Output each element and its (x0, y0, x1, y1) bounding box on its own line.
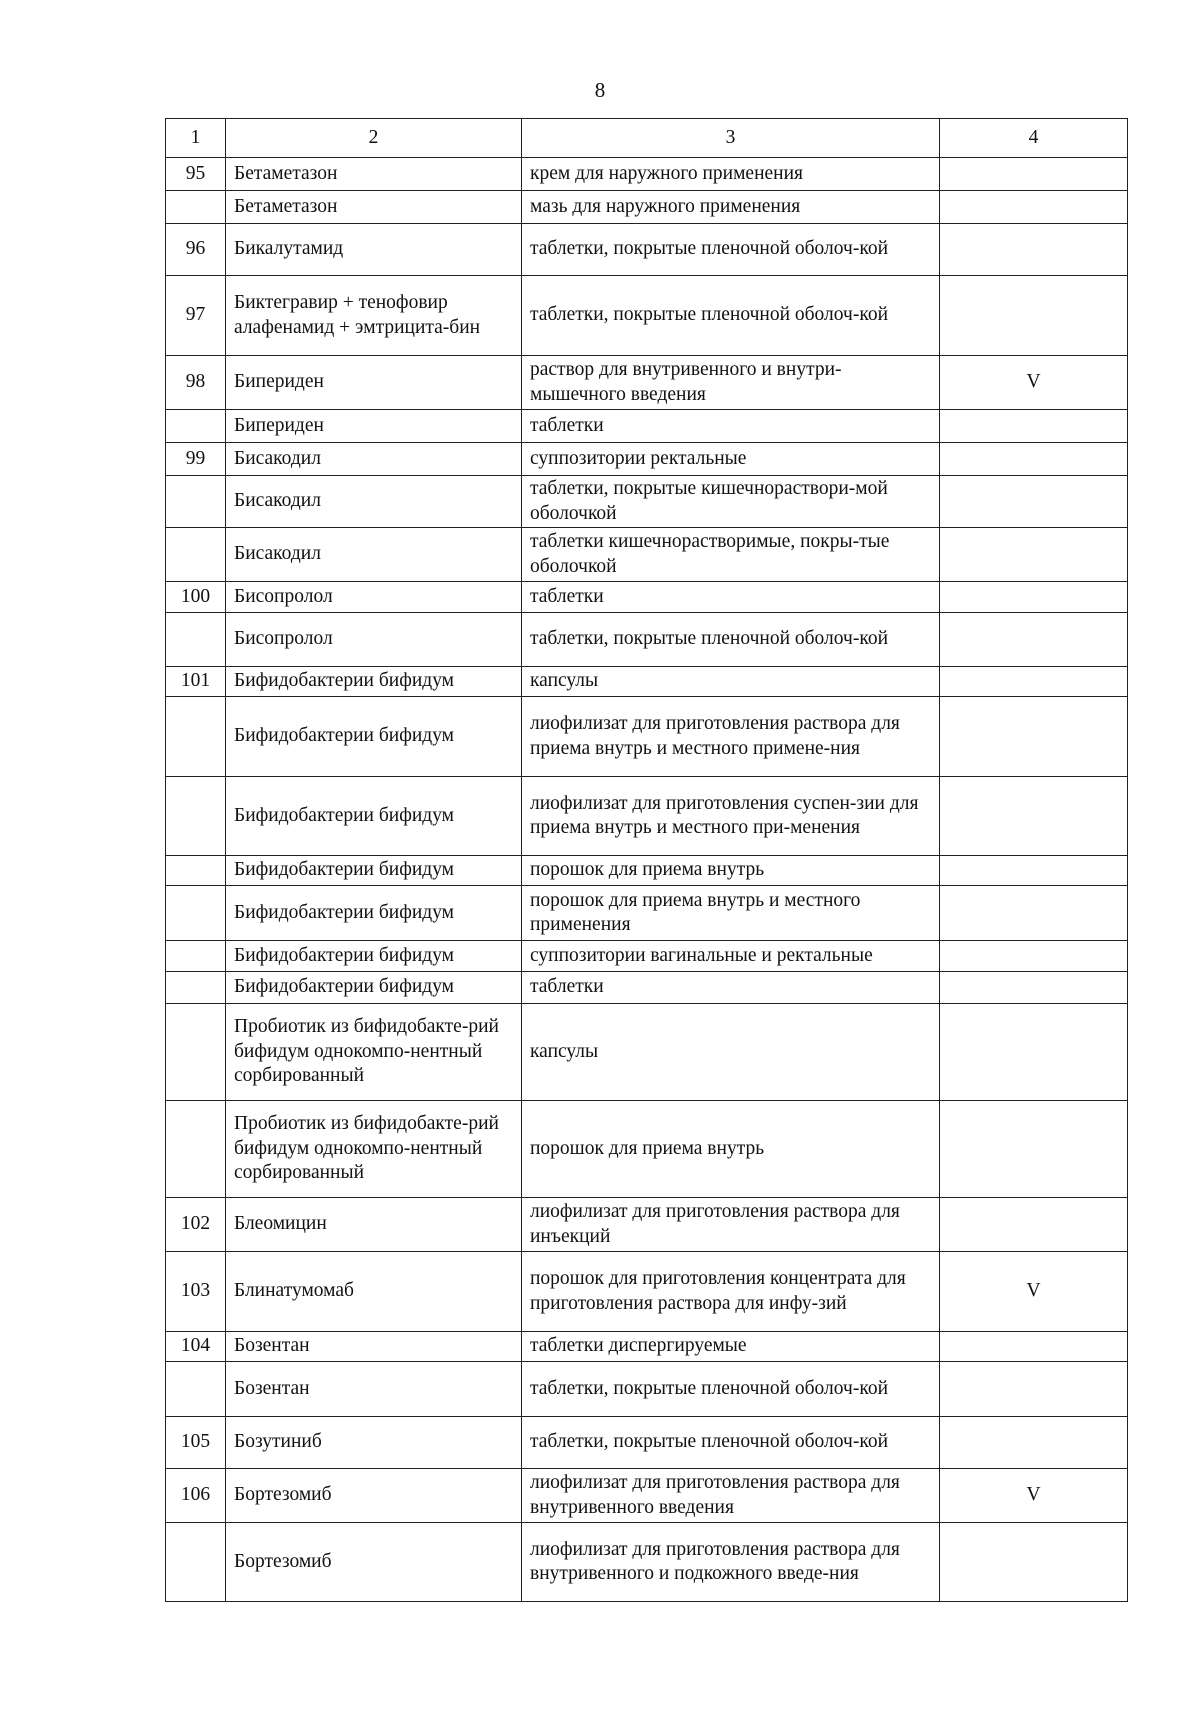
table-row (166, 1004, 1128, 1101)
row-number-cell (166, 1101, 226, 1198)
table-row (166, 667, 1128, 697)
dosage-form-cell: лиофилизат для приготовления раствора для приема внутрь и местного примене-ния (522, 697, 940, 777)
dosage-form-cell: таблетки (522, 582, 940, 613)
mark-cell (940, 276, 1128, 356)
drug-name-cell: Бипериден (226, 410, 522, 443)
dosage-form-cell: мазь для наружного применения (522, 191, 940, 224)
row-number-cell: 97 (166, 276, 226, 356)
row-number-cell (166, 856, 226, 886)
row-number-cell: 96 (166, 224, 226, 276)
mark-cell: V (940, 1469, 1128, 1523)
dosage-form-cell: лиофилизат для приготовления раствора для инъекций (522, 1198, 940, 1252)
drug-name-cell: Бикалутамид (226, 224, 522, 276)
dosage-form-cell: таблетки, покрытые пленочной оболоч-кой (522, 613, 940, 667)
table-row (166, 1362, 1128, 1417)
mark-cell (940, 191, 1128, 224)
drug-name-cell: Бисопролол (226, 582, 522, 613)
table-row (166, 1523, 1128, 1602)
row-number-cell (166, 941, 226, 972)
mark-cell: V (940, 1252, 1128, 1332)
row-number-cell (166, 410, 226, 443)
dosage-form-cell: суппозитории вагинальные и ректальные (522, 941, 940, 972)
table-row (166, 276, 1128, 356)
drug-name-cell: Бифидобактерии бифидум (226, 886, 522, 941)
table-row (166, 941, 1128, 972)
drug-name-cell: Бифидобактерии бифидум (226, 777, 522, 856)
row-number-cell (166, 528, 226, 582)
mark-cell (940, 1198, 1128, 1252)
drug-name-cell: Пробиотик из бифидобакте-рий бифидум однокомпо-нентный сорбированный (226, 1004, 522, 1101)
row-number-cell (166, 476, 226, 528)
table-row (166, 972, 1128, 1004)
header-col-4: 4 (940, 119, 1128, 158)
row-number-cell: 103 (166, 1252, 226, 1332)
table-row (166, 613, 1128, 667)
table-header-row (166, 119, 1128, 158)
drug-name-cell: Бортезомиб (226, 1469, 522, 1523)
drug-name-cell: Бифидобактерии бифидум (226, 972, 522, 1004)
drug-name-cell: Бортезомиб (226, 1523, 522, 1602)
dosage-form-cell: суппозитории ректальные (522, 443, 940, 476)
mark-cell (940, 158, 1128, 191)
mark-cell (940, 1362, 1128, 1417)
row-number-cell (166, 1523, 226, 1602)
dosage-form-cell: лиофилизат для приготовления суспен-зии для приема внутрь и местного при-менения (522, 777, 940, 856)
dosage-form-cell: капсулы (522, 1004, 940, 1101)
table-row (166, 582, 1128, 613)
dosage-form-cell: порошок для приготовления концентрата для приготовления раствора для инфу-зий (522, 1252, 940, 1332)
mark-cell (940, 1101, 1128, 1198)
row-number-cell: 98 (166, 356, 226, 410)
table-row (166, 1198, 1128, 1252)
drug-name-cell: Блеомицин (226, 1198, 522, 1252)
header-col-2: 2 (226, 119, 522, 158)
table-row (166, 476, 1128, 528)
row-number-cell (166, 191, 226, 224)
dosage-form-cell: таблетки, покрытые пленочной оболоч-кой (522, 276, 940, 356)
table-row (166, 191, 1128, 224)
drug-name-cell: Бисопролол (226, 613, 522, 667)
mark-cell (940, 941, 1128, 972)
table-row (166, 1101, 1128, 1198)
table-row (166, 1252, 1128, 1332)
mark-cell (940, 972, 1128, 1004)
row-number-cell (166, 613, 226, 667)
header-col-1: 1 (166, 119, 226, 158)
mark-cell (940, 528, 1128, 582)
dosage-form-cell: таблетки, покрытые пленочной оболоч-кой (522, 1417, 940, 1469)
row-number-cell: 99 (166, 443, 226, 476)
dosage-form-cell: таблетки, покрытые кишечнораствори-мой оболочкой (522, 476, 940, 528)
table-row (166, 528, 1128, 582)
row-number-cell: 104 (166, 1332, 226, 1362)
drug-name-cell: Бифидобактерии бифидум (226, 941, 522, 972)
page-number: 8 (594, 78, 606, 102)
drug-name-cell: Биктегравир + тенофовир алафенамид + эмтрицита-бин (226, 276, 522, 356)
drug-name-cell: Бозутиниб (226, 1417, 522, 1469)
dosage-form-cell: таблетки кишечнорастворимые, покры-тые оболочкой (522, 528, 940, 582)
dosage-form-cell: крем для наружного применения (522, 158, 940, 191)
mark-cell: V (940, 356, 1128, 410)
row-number-cell: 100 (166, 582, 226, 613)
mark-cell (940, 1004, 1128, 1101)
dosage-form-cell: таблетки, покрытые пленочной оболоч-кой (522, 1362, 940, 1417)
dosage-form-cell: таблетки (522, 972, 940, 1004)
row-number-cell (166, 697, 226, 777)
dosage-form-cell: капсулы (522, 667, 940, 697)
table-row (166, 410, 1128, 443)
drug-name-cell: Бисакодил (226, 476, 522, 528)
dosage-form-cell: лиофилизат для приготовления раствора для внутривенного введения (522, 1469, 940, 1523)
mark-cell (940, 410, 1128, 443)
mark-cell (940, 613, 1128, 667)
dosage-form-cell: порошок для приема внутрь и местного применения (522, 886, 940, 941)
drug-name-cell: Бифидобактерии бифидум (226, 667, 522, 697)
table-row (166, 777, 1128, 856)
table-row (166, 1332, 1128, 1362)
row-number-cell (166, 972, 226, 1004)
drug-name-cell: Блинатумомаб (226, 1252, 522, 1332)
drug-name-cell: Бетаметазон (226, 158, 522, 191)
drug-name-cell: Бисакодил (226, 443, 522, 476)
table-row (166, 1417, 1128, 1469)
drug-list-table (165, 118, 1128, 1602)
dosage-form-cell: таблетки диспергируемые (522, 1332, 940, 1362)
mark-cell (940, 856, 1128, 886)
mark-cell (940, 1332, 1128, 1362)
table-row (166, 158, 1128, 191)
drug-name-cell: Бипериден (226, 356, 522, 410)
row-number-cell: 101 (166, 667, 226, 697)
drug-name-cell: Бисакодил (226, 528, 522, 582)
header-col-3: 3 (522, 119, 940, 158)
mark-cell (940, 886, 1128, 941)
mark-cell (940, 777, 1128, 856)
table-row (166, 443, 1128, 476)
mark-cell (940, 443, 1128, 476)
row-number-cell (166, 777, 226, 856)
mark-cell (940, 667, 1128, 697)
dosage-form-cell: порошок для приема внутрь (522, 856, 940, 886)
table-row (166, 356, 1128, 410)
drug-name-cell: Пробиотик из бифидобакте-рий бифидум однокомпо-нентный сорбированный (226, 1101, 522, 1198)
mark-cell (940, 1523, 1128, 1602)
row-number-cell: 95 (166, 158, 226, 191)
table-row (166, 886, 1128, 941)
drug-name-cell: Бифидобактерии бифидум (226, 697, 522, 777)
table-row (166, 1469, 1128, 1523)
row-number-cell: 102 (166, 1198, 226, 1252)
mark-cell (940, 224, 1128, 276)
table-row (166, 856, 1128, 886)
dosage-form-cell: порошок для приема внутрь (522, 1101, 940, 1198)
drug-name-cell: Бетаметазон (226, 191, 522, 224)
row-number-cell (166, 1362, 226, 1417)
row-number-cell (166, 886, 226, 941)
drug-name-cell: Бозентан (226, 1362, 522, 1417)
drug-name-cell: Бифидобактерии бифидум (226, 856, 522, 886)
dosage-form-cell: раствор для внутривенного и внутри-мышечного введения (522, 356, 940, 410)
row-number-cell: 106 (166, 1469, 226, 1523)
row-number-cell (166, 1004, 226, 1101)
table-row (166, 224, 1128, 276)
dosage-form-cell: таблетки, покрытые пленочной оболоч-кой (522, 224, 940, 276)
mark-cell (940, 697, 1128, 777)
mark-cell (940, 476, 1128, 528)
drug-name-cell: Бозентан (226, 1332, 522, 1362)
dosage-form-cell: таблетки (522, 410, 940, 443)
row-number-cell: 105 (166, 1417, 226, 1469)
dosage-form-cell: лиофилизат для приготовления раствора для внутривенного и подкожного введе-ния (522, 1523, 940, 1602)
mark-cell (940, 582, 1128, 613)
table-row (166, 697, 1128, 777)
mark-cell (940, 1417, 1128, 1469)
